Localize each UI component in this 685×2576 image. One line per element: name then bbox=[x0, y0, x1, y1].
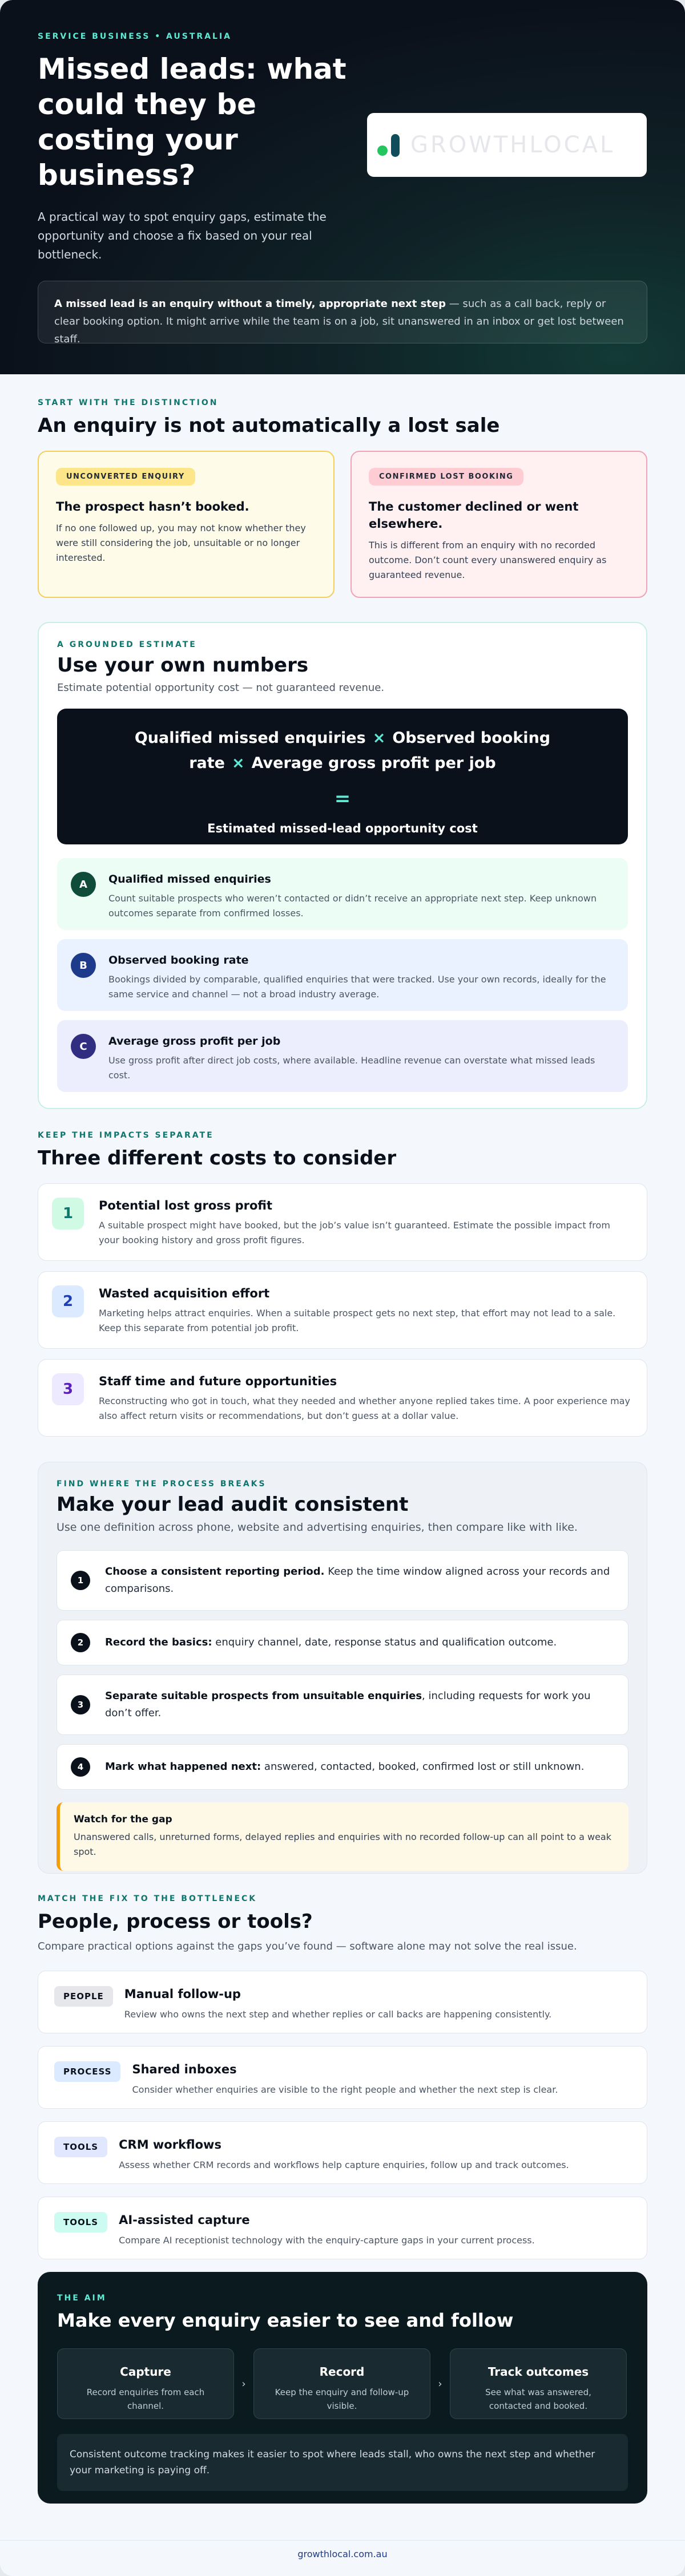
estimate-card bbox=[38, 622, 647, 1109]
impact-body: A suitable prospect might have booked, but the job’s value isn’t guaranteed. Estimate the possible impact from your booking history and gross profit figures. bbox=[99, 1220, 610, 1245]
tool-title: Manual follow-up bbox=[124, 1987, 241, 2001]
audit-eyebrow: FIND WHERE THE PROCESS BREAKS bbox=[57, 1479, 267, 1489]
logo-mark-icon bbox=[377, 131, 404, 159]
step-rest: enquiry channel, date, response status and qualification outcome. bbox=[212, 1636, 557, 1648]
watch-callout bbox=[57, 1802, 628, 1871]
aim-note: Consistent outcome tracking makes it easier to spot where leads stall, who owns the next step and whether your marketing is paying off. bbox=[57, 2434, 628, 2491]
confirmed-heading: The customer declined or went elsewhere. bbox=[369, 500, 579, 531]
confirmed-body: This is different from an enquiry with no recorded outcome. Don’t count every unanswered enquiry as guaranteed revenue. bbox=[369, 540, 607, 580]
tool-title: Shared inboxes bbox=[132, 2063, 237, 2076]
audit-step bbox=[57, 1675, 628, 1735]
distinction-section bbox=[38, 398, 647, 598]
logo-card bbox=[367, 113, 647, 177]
chevron-right-icon: › bbox=[438, 2377, 442, 2390]
impact-card bbox=[38, 1183, 647, 1261]
tools-desc: Compare practical options against the gaps you’ve found — software alone may not solve the real issue. bbox=[38, 1940, 577, 1952]
step-bold: Choose a consistent reporting period. bbox=[105, 1566, 325, 1578]
stage-title: Track outcomes bbox=[487, 2365, 589, 2379]
confirmed-pill: CONFIRMED LOST BOOKING bbox=[369, 468, 523, 486]
factor-body: Bookings divided by comparable, qualified enquiries that were tracked. Use your own records, ideally for the same service and channel — not a broad industry average. bbox=[108, 974, 606, 1000]
footer bbox=[0, 2540, 685, 2576]
impacts-title: Three different costs to consider bbox=[38, 1147, 397, 1170]
estimate-title: Use your own numbers bbox=[57, 654, 309, 677]
tool-tag: PEOPLE bbox=[54, 1986, 113, 2007]
aim-title: Make every enquiry easier to see and follow bbox=[57, 2310, 514, 2331]
tool-body: Review who owns the next step and whether replies or call backs are happening consistently. bbox=[124, 2009, 552, 2020]
impact-number: 2 bbox=[52, 1285, 84, 1317]
impact-body: Marketing helps attract enquiries. When a suitable prospect gets no next step, that effort may not lead to a sale. Keep this separate from potential job profit. bbox=[99, 1308, 616, 1333]
chevron-right-icon: › bbox=[241, 2377, 246, 2390]
factor-c bbox=[57, 1020, 628, 1092]
step-number: 4 bbox=[71, 1757, 90, 1777]
tools-title: People, process or tools? bbox=[38, 1910, 313, 1933]
tool-body: Consider whether enquiries are visible to the right people and whether the next step is clear. bbox=[132, 2084, 558, 2095]
impact-title: Wasted acquisition effort bbox=[99, 1287, 270, 1300]
audit-section bbox=[38, 1462, 647, 1874]
audit-desc: Use one definition across phone, website and advertising enquiries, then compare like with like. bbox=[57, 1521, 578, 1534]
estimate-desc: Estimate potential opportunity cost — not guaranteed revenue. bbox=[57, 682, 385, 694]
unconverted-body: If no one followed up, you may not know whether they were still considering the job, unsuitable or no longer interested. bbox=[56, 523, 306, 563]
audit-step bbox=[57, 1550, 628, 1611]
audit-title: Make your lead audit consistent bbox=[57, 1493, 409, 1516]
unconverted-card bbox=[38, 451, 335, 598]
step-rest: Keep the time window aligned across your records and comparisons. bbox=[105, 1566, 610, 1595]
step-number: 2 bbox=[71, 1633, 90, 1652]
step-bold: Separate suitable prospects from unsuitable enquiries bbox=[105, 1690, 422, 1702]
step-bold: Record the basics: bbox=[105, 1636, 212, 1648]
tool-card bbox=[38, 2121, 647, 2184]
factor-badge: C bbox=[71, 1034, 96, 1059]
tool-title: AI-assisted capture bbox=[119, 2213, 250, 2227]
step-number: 1 bbox=[71, 1571, 90, 1590]
logo-text: GROWTHLOCAL bbox=[410, 132, 615, 158]
factor-a bbox=[57, 858, 628, 930]
unconverted-pill: UNCONVERTED ENQUIRY bbox=[56, 468, 195, 486]
hero-eyebrow: SERVICE BUSINESS • AUSTRALIA bbox=[38, 32, 232, 41]
step-rest: , including requests for work you don’t offer. bbox=[105, 1690, 591, 1719]
distinction-title: An enquiry is not automatically a lost sale bbox=[38, 414, 500, 437]
formula-box bbox=[57, 709, 628, 844]
definition-callout bbox=[38, 281, 647, 343]
tool-tag: TOOLS bbox=[54, 2137, 107, 2157]
impacts-section bbox=[38, 1131, 647, 1437]
factor-title: Qualified missed enquiries bbox=[108, 873, 271, 885]
tools-section bbox=[38, 1894, 647, 2259]
impact-title: Staff time and future opportunities bbox=[99, 1374, 337, 1388]
audit-step bbox=[57, 1744, 628, 1790]
unconverted-heading: The prospect hasn’t booked. bbox=[56, 500, 249, 513]
watch-title: Watch for the gap bbox=[74, 1814, 172, 1825]
watch-body: Unanswered calls, unreturned forms, delayed replies and enquiries with no recorded follow-up can all point to a weak spot. bbox=[74, 1831, 611, 1857]
tool-title: CRM workflows bbox=[119, 2138, 221, 2152]
aim-eyebrow: THE AIM bbox=[57, 2294, 107, 2303]
factor-b bbox=[57, 939, 628, 1011]
footer-link[interactable]: growthlocal.com.au bbox=[297, 2549, 388, 2559]
stage-title: Capture bbox=[120, 2365, 171, 2379]
aim-section bbox=[38, 2272, 647, 2504]
equals-icon: = bbox=[334, 787, 351, 810]
factor-body: Count suitable prospects who weren’t contacted or didn’t receive an appropriate next step. Keep unknown outcomes separate from confirmed losses. bbox=[108, 893, 597, 919]
stage-body: Record enquiries from each channel. bbox=[86, 2387, 205, 2411]
impact-card bbox=[38, 1359, 647, 1437]
impact-number: 1 bbox=[52, 1198, 84, 1230]
stage-title: Record bbox=[319, 2365, 365, 2379]
stages-row bbox=[57, 2348, 628, 2419]
formula-result: Estimated missed-lead opportunity cost bbox=[207, 822, 478, 835]
formula-term-3: Average gross profit per job bbox=[251, 754, 496, 772]
stage-body: See what was answered, contacted and booked. bbox=[485, 2387, 591, 2411]
factor-badge: A bbox=[71, 872, 96, 897]
distinction-cards bbox=[38, 451, 647, 598]
tool-card bbox=[38, 2197, 647, 2259]
stage-capture bbox=[57, 2348, 234, 2419]
distinction-eyebrow: START WITH THE DISTINCTION bbox=[38, 398, 219, 407]
impact-body: Reconstructing who got in touch, what they needed and whether anyone replied takes time. A poor experience may also affect return visits or recommendations, but don’t guess at a dollar value. bbox=[99, 1396, 630, 1421]
stage-body: Keep the enquiry and follow-up visible. bbox=[275, 2387, 409, 2411]
tool-tag: PROCESS bbox=[54, 2061, 120, 2082]
multiply-icon: × bbox=[231, 754, 245, 772]
step-bold: Mark what happened next: bbox=[105, 1761, 261, 1773]
stage-track-outcomes bbox=[450, 2348, 627, 2419]
step-number: 3 bbox=[71, 1695, 90, 1714]
tool-tag: TOOLS bbox=[54, 2212, 107, 2233]
impact-number: 3 bbox=[52, 1373, 84, 1405]
estimate-eyebrow: A GROUNDED ESTIMATE bbox=[57, 640, 197, 649]
callout-rest: — such as a call back, reply or clear booking option. It might arrive while the team is on a job, sit unanswered in an inbox or get lost between staff. bbox=[54, 298, 624, 345]
step-rest: answered, contacted, booked, confirmed lost or still unknown. bbox=[261, 1761, 585, 1773]
formula-term-1: Qualified missed enquiries bbox=[134, 729, 366, 747]
callout-bold: A missed lead is an enquiry without a timely, appropriate next step bbox=[54, 298, 446, 310]
hero-subtitle: A practical way to spot enquiry gaps, estimate the opportunity and choose a fix based on your real bottleneck. bbox=[38, 210, 327, 261]
factor-title: Observed booking rate bbox=[108, 954, 249, 966]
factor-body: Use gross profit after direct job costs, where available. Headline revenue can overstate what missed leads cost. bbox=[108, 1055, 595, 1081]
tool-card bbox=[38, 2046, 647, 2109]
hero bbox=[0, 0, 685, 374]
tool-card bbox=[38, 1971, 647, 2033]
hero-title: Missed leads: what could they be costing your business? bbox=[38, 52, 346, 192]
formula-line bbox=[80, 726, 605, 776]
impact-card bbox=[38, 1271, 647, 1349]
tool-body: Compare AI receptionist technology with the enquiry-capture gaps in your current process. bbox=[119, 2235, 535, 2246]
impact-title: Potential lost gross profit bbox=[99, 1199, 272, 1212]
multiply-icon: × bbox=[372, 729, 386, 747]
factor-badge: B bbox=[71, 953, 96, 978]
impacts-eyebrow: KEEP THE IMPACTS SEPARATE bbox=[38, 1131, 214, 1140]
formula-term-2: Observed booking rate bbox=[189, 729, 551, 772]
tools-eyebrow: MATCH THE FIX TO THE BOTTLENECK bbox=[38, 1894, 257, 1903]
tool-body: Assess whether CRM records and workflows help capture enquiries, follow up and track outcomes. bbox=[119, 2160, 569, 2170]
confirmed-lost-card bbox=[350, 451, 647, 598]
audit-step bbox=[57, 1620, 628, 1665]
factor-title: Average gross profit per job bbox=[108, 1035, 281, 1048]
stage-record bbox=[253, 2348, 430, 2419]
